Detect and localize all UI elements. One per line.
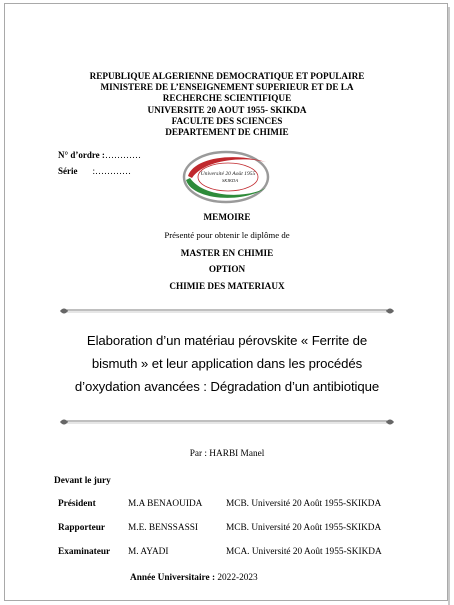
title-line: bismuth » et leur application dans les procédés (91, 356, 363, 371)
jury-affiliation: MCA. Université 20 Août 1955-SKIKDA (226, 547, 382, 557)
institution-header (0, 71, 454, 138)
header-line: FACULTE DES SCIENCES (171, 115, 283, 126)
title-line: d’oxydation avancées : Dégradation d’un antibiotique (74, 379, 380, 394)
header-line: DEPARTEMENT DE CHIMIE (165, 127, 289, 138)
title-line: Elaboration d’un matériau pérovskite « Ferrite de (86, 333, 368, 348)
academic-year (130, 573, 258, 583)
logo-text-2: SKIKDA (221, 178, 239, 183)
bottom-divider (58, 416, 396, 428)
order-number-value: ………… (104, 150, 141, 160)
academic-year-label: Année Universitaire : (130, 573, 216, 583)
jury-role: Examinateur (58, 547, 111, 557)
header-line: UNIVERSITE 20 AOUT 1955- SKIKDA (147, 104, 307, 115)
top-divider (58, 304, 396, 316)
serie-number (58, 166, 131, 176)
logo-text-1: Université 20 Août 1955 (200, 171, 256, 177)
header-line: MINISTERE DE L’ENSEIGNEMENT SUPERIEUR ET DE LA (100, 82, 354, 93)
jury-member-row (0, 547, 454, 559)
university-logo (182, 148, 270, 204)
serie-label: Série (58, 166, 78, 176)
thesis-title (0, 329, 454, 398)
option-label: OPTION (208, 264, 246, 274)
order-number-label: N° d’ordre : (58, 150, 105, 160)
jury-affiliation: MCB. Université 20 Août 1955-SKIKDA (226, 523, 382, 533)
jury-member-row (0, 499, 454, 511)
jury-role: Président (58, 499, 96, 509)
header-line: RECHERCHE SCIENTIFIQUE (162, 93, 292, 104)
jury-role: Rapporteur (58, 523, 105, 533)
presented-line: Présenté pour obtenir le diplôme de (164, 230, 290, 240)
jury-name: M.A BENAOUIDA (128, 499, 203, 509)
author: Par : HARBI Manel (189, 449, 265, 459)
logo-inner (198, 163, 258, 191)
degree: MASTER EN CHIMIE (180, 248, 274, 258)
jury-heading: Devant le jury (54, 476, 111, 486)
header-line: REPUBLIQUE ALGERIENNE DEMOCRATIQUE ET POPULAIRE (89, 71, 365, 81)
serie-value: :………… (92, 166, 132, 176)
memoire-type: MEMOIRE (203, 212, 251, 222)
option-value: CHIMIE DES MATERIAUX (169, 281, 285, 291)
jury-member-row (0, 523, 454, 535)
jury-name: M. AYADI (128, 547, 169, 557)
order-number (58, 150, 141, 160)
jury-affiliation: MCB. Université 20 Août 1955-SKIKDA (226, 499, 382, 509)
jury-name: M.E. BENSSASSI (128, 523, 199, 533)
academic-year-value: 2022-2023 (217, 573, 258, 583)
